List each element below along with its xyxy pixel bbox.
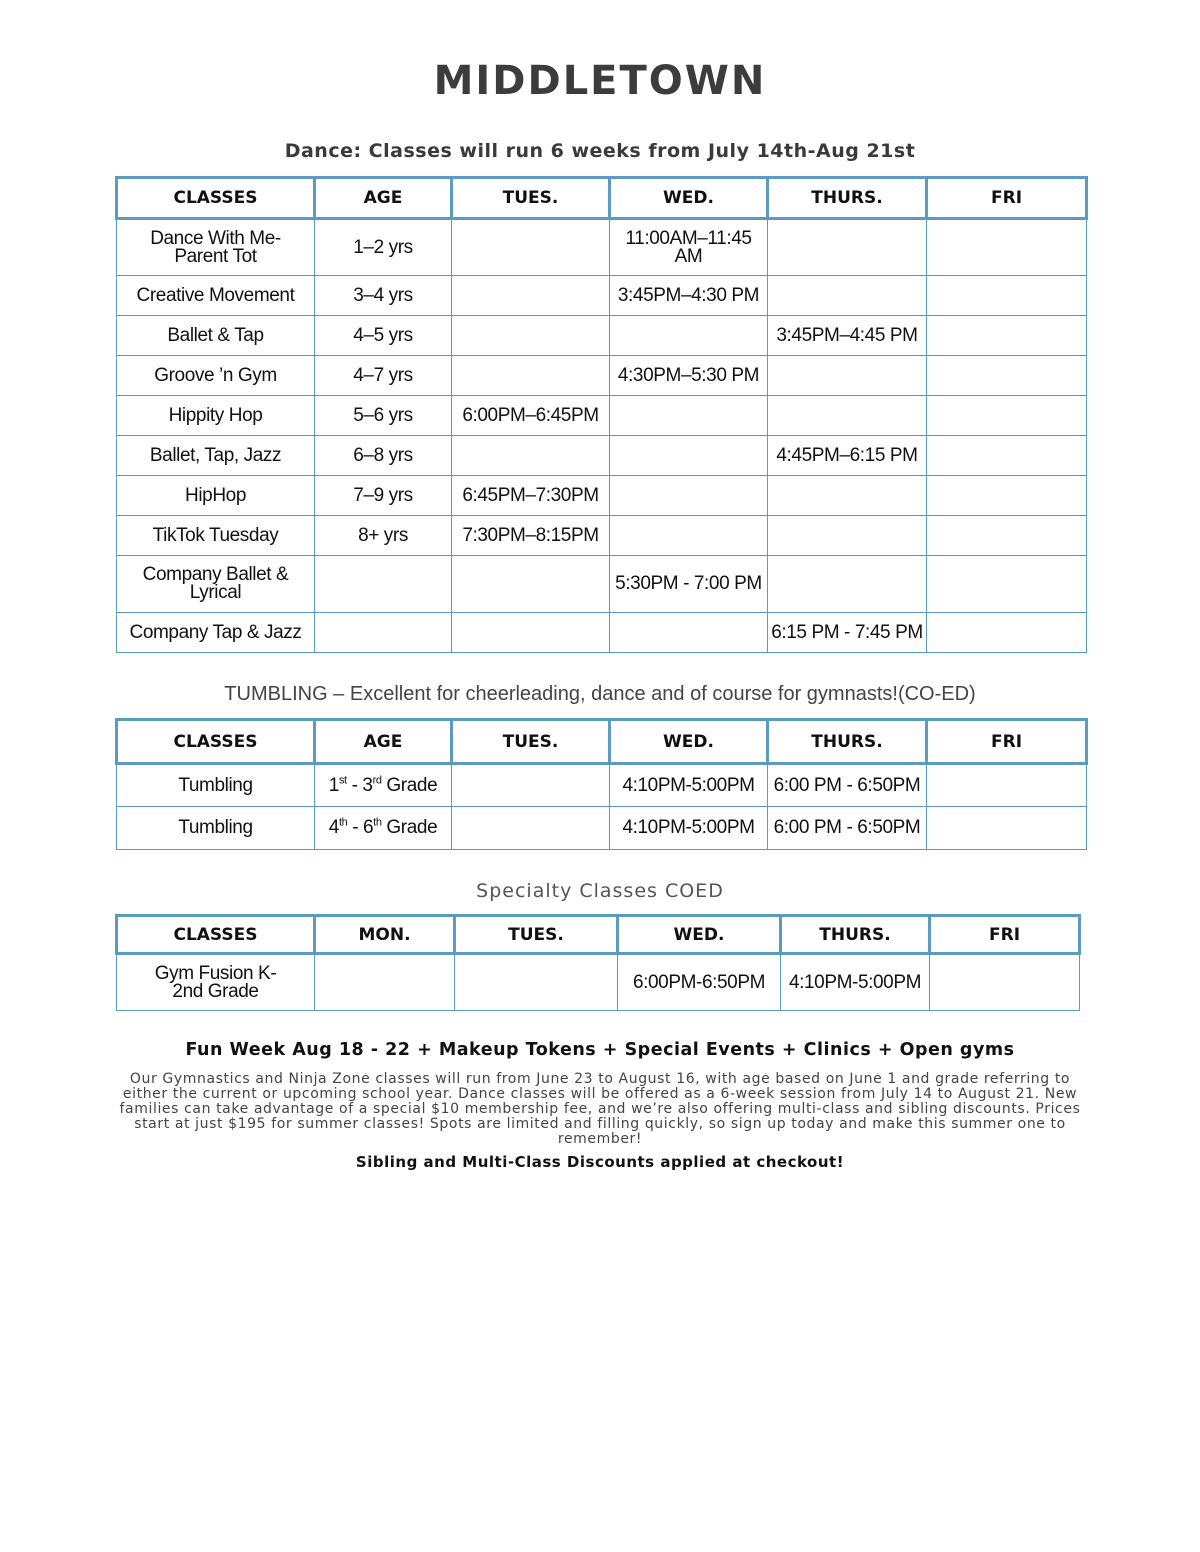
specialty-header-mon: MON. bbox=[315, 916, 455, 954]
wed-cell bbox=[610, 516, 768, 556]
tumbling-header-age: AGE bbox=[315, 720, 452, 764]
table-row bbox=[117, 356, 1087, 396]
specialty-subtitle: Specialty Classes COED bbox=[476, 880, 724, 902]
fri-cell bbox=[927, 276, 1087, 316]
tues-cell bbox=[452, 613, 610, 653]
tues-cell bbox=[452, 276, 610, 316]
specialty-header-classes: CLASSES bbox=[117, 916, 315, 954]
table-row bbox=[117, 516, 1087, 556]
wed-cell: 4:30PM–5:30 PM bbox=[610, 356, 768, 396]
specialty-header-fri: FRI bbox=[930, 916, 1080, 954]
table-row bbox=[117, 476, 1087, 516]
tues-cell bbox=[452, 356, 610, 396]
wed-cell: 5:30PM - 7:00 PM bbox=[610, 556, 768, 613]
fri-cell bbox=[927, 219, 1087, 276]
thurs-cell: 6:00 PM - 6:50PM bbox=[768, 764, 927, 807]
thurs-cell bbox=[768, 356, 927, 396]
table-row bbox=[117, 954, 1080, 1011]
tumbling-header-classes: CLASSES bbox=[117, 720, 315, 764]
thurs-cell: 6:15 PM - 7:45 PM bbox=[768, 613, 927, 653]
dance-header-tues: TUES. bbox=[452, 178, 610, 219]
tues-cell: 7:30PM–8:15PM bbox=[452, 516, 610, 556]
tumbling-subtitle: TUMBLING – Excellent for cheerleading, dance and of course for gymnasts!(CO-ED) bbox=[224, 683, 976, 705]
wed-cell: 6:00PM-6:50PM bbox=[618, 954, 781, 1011]
age-unit: Grade bbox=[381, 774, 438, 796]
wed-cell: 4:10PM-5:00PM bbox=[610, 764, 768, 807]
table-row bbox=[117, 436, 1087, 476]
table-row bbox=[117, 807, 1087, 850]
wed-cell bbox=[610, 316, 768, 356]
thurs-cell bbox=[768, 476, 927, 516]
age-cell: 7–9 yrs bbox=[315, 476, 452, 516]
specialty-schedule-table bbox=[115, 914, 1081, 1011]
wed-cell: 11:00AM–11:45 AM bbox=[610, 219, 768, 276]
tues-cell bbox=[452, 316, 610, 356]
class-name: Dance With Me-Parent Tot bbox=[117, 219, 315, 276]
dance-header-wed: WED. bbox=[610, 178, 768, 219]
age-cell: 4–5 yrs bbox=[315, 316, 452, 356]
table-row bbox=[117, 556, 1087, 613]
age-cell bbox=[315, 556, 452, 613]
class-name: Gym Fusion K- 2nd Grade bbox=[117, 954, 315, 1011]
age-cell: 6–8 yrs bbox=[315, 436, 452, 476]
wed-cell bbox=[610, 396, 768, 436]
tumbling-header-thurs: THURS. bbox=[768, 720, 927, 764]
fun-week-heading: Fun Week Aug 18 - 22 + Makeup Tokens + Special Events + Clinics + Open gyms bbox=[185, 1040, 1015, 1060]
dance-schedule-table bbox=[115, 176, 1088, 653]
ordinal-suffix: st bbox=[338, 774, 347, 787]
table-row bbox=[117, 613, 1087, 653]
class-name: HipHop bbox=[117, 476, 315, 516]
thurs-cell bbox=[768, 516, 927, 556]
tues-cell bbox=[452, 436, 610, 476]
specialty-header-thurs: THURS. bbox=[781, 916, 930, 954]
class-name: Tumbling bbox=[117, 807, 315, 850]
fri-cell bbox=[927, 613, 1087, 653]
age-cell: 5–6 yrs bbox=[315, 396, 452, 436]
ordinal-suffix: th bbox=[338, 816, 348, 829]
summer-info-paragraph: Our Gymnastics and Ninja Zone classes will run from June 23 to August 16, with age based on June 1 and grade referring to either the current or upcoming school year. Dance classes will be offered as a 6-week session from July 14 to August 21. New families can take advantage of a special $10 membership fee, and we’re also offering multi-class and sibling discounts. Prices start at just $195 for summer classes! Spots are limited and filling quickly, so sign up today and make this summer one to remember! bbox=[119, 1071, 1081, 1147]
dance-subtitle: Dance: Classes will run 6 weeks from July 14th-Aug 21st bbox=[284, 140, 916, 162]
fri-cell bbox=[927, 764, 1087, 807]
thurs-cell: 4:45PM–6:15 PM bbox=[768, 436, 927, 476]
tues-cell: 6:45PM–7:30PM bbox=[452, 476, 610, 516]
tumbling-header-row bbox=[117, 720, 1087, 764]
fri-cell bbox=[927, 356, 1087, 396]
specialty-header-row bbox=[117, 916, 1080, 954]
dance-header-fri: FRI bbox=[927, 178, 1087, 219]
age-cell: 4–7 yrs bbox=[315, 356, 452, 396]
thurs-cell bbox=[768, 219, 927, 276]
thurs-cell bbox=[768, 556, 927, 613]
fri-cell bbox=[927, 556, 1087, 613]
mon-cell bbox=[315, 954, 455, 1011]
class-name: Creative Movement bbox=[117, 276, 315, 316]
tumbling-schedule-table bbox=[115, 718, 1088, 850]
fri-cell bbox=[927, 807, 1087, 850]
tumbling-header-fri: FRI bbox=[927, 720, 1087, 764]
wed-cell bbox=[610, 476, 768, 516]
class-name: Tumbling bbox=[117, 764, 315, 807]
fri-cell bbox=[930, 954, 1080, 1011]
table-row bbox=[117, 396, 1087, 436]
tues-cell bbox=[452, 764, 610, 807]
tues-cell bbox=[455, 954, 618, 1011]
thurs-cell: 3:45PM–4:45 PM bbox=[768, 316, 927, 356]
class-name: Groove ’n Gym bbox=[117, 356, 315, 396]
specialty-header-tues: TUES. bbox=[455, 916, 618, 954]
age-cell: 3–4 yrs bbox=[315, 276, 452, 316]
class-name: Ballet & Tap bbox=[117, 316, 315, 356]
tumbling-header-tues: TUES. bbox=[452, 720, 610, 764]
class-name: Ballet, Tap, Jazz bbox=[117, 436, 315, 476]
fri-cell bbox=[927, 316, 1087, 356]
dance-header-age: AGE bbox=[315, 178, 452, 219]
tumbling-header-wed: WED. bbox=[610, 720, 768, 764]
page-title: MIDDLETOWN bbox=[433, 58, 767, 104]
class-name: Hippity Hop bbox=[117, 396, 315, 436]
thurs-cell bbox=[768, 276, 927, 316]
class-name: TikTok Tuesday bbox=[117, 516, 315, 556]
wed-cell bbox=[610, 436, 768, 476]
wed-cell bbox=[610, 613, 768, 653]
tues-cell: 6:00PM–6:45PM bbox=[452, 396, 610, 436]
table-row bbox=[117, 276, 1087, 316]
fri-cell bbox=[927, 436, 1087, 476]
tues-cell bbox=[452, 219, 610, 276]
age-range: - 3 bbox=[346, 774, 373, 796]
table-row bbox=[117, 316, 1087, 356]
fri-cell bbox=[927, 516, 1087, 556]
discount-note: Sibling and Multi-Class Discounts applied at checkout! bbox=[355, 1153, 845, 1171]
age-range: - 6 bbox=[347, 817, 374, 838]
dance-header-row bbox=[117, 178, 1087, 219]
age-cell bbox=[315, 764, 452, 807]
age-unit: Grade bbox=[381, 817, 438, 838]
age-cell: 1–2 yrs bbox=[315, 219, 452, 276]
age-cell bbox=[315, 807, 452, 850]
thurs-cell: 4:10PM-5:00PM bbox=[781, 954, 930, 1011]
tues-cell bbox=[452, 556, 610, 613]
ordinal-suffix: th bbox=[373, 816, 382, 829]
wed-cell: 3:45PM–4:30 PM bbox=[610, 276, 768, 316]
thurs-cell bbox=[768, 396, 927, 436]
thurs-cell: 6:00 PM - 6:50PM bbox=[768, 807, 927, 850]
age-start: 1 bbox=[328, 774, 339, 796]
fri-cell bbox=[927, 396, 1087, 436]
class-name: Company Tap & Jazz bbox=[117, 613, 315, 653]
age-cell bbox=[315, 613, 452, 653]
dance-header-classes: CLASSES bbox=[117, 178, 315, 219]
tues-cell bbox=[452, 807, 610, 850]
wed-cell: 4:10PM-5:00PM bbox=[610, 807, 768, 850]
table-row bbox=[117, 219, 1087, 276]
table-row bbox=[117, 764, 1087, 807]
class-name: Company Ballet & Lyrical bbox=[117, 556, 315, 613]
age-start: 4 bbox=[328, 817, 339, 838]
specialty-header-wed: WED. bbox=[618, 916, 781, 954]
ordinal-suffix: rd bbox=[372, 774, 382, 787]
dance-header-thurs: THURS. bbox=[768, 178, 927, 219]
fri-cell bbox=[927, 476, 1087, 516]
age-cell: 8+ yrs bbox=[315, 516, 452, 556]
